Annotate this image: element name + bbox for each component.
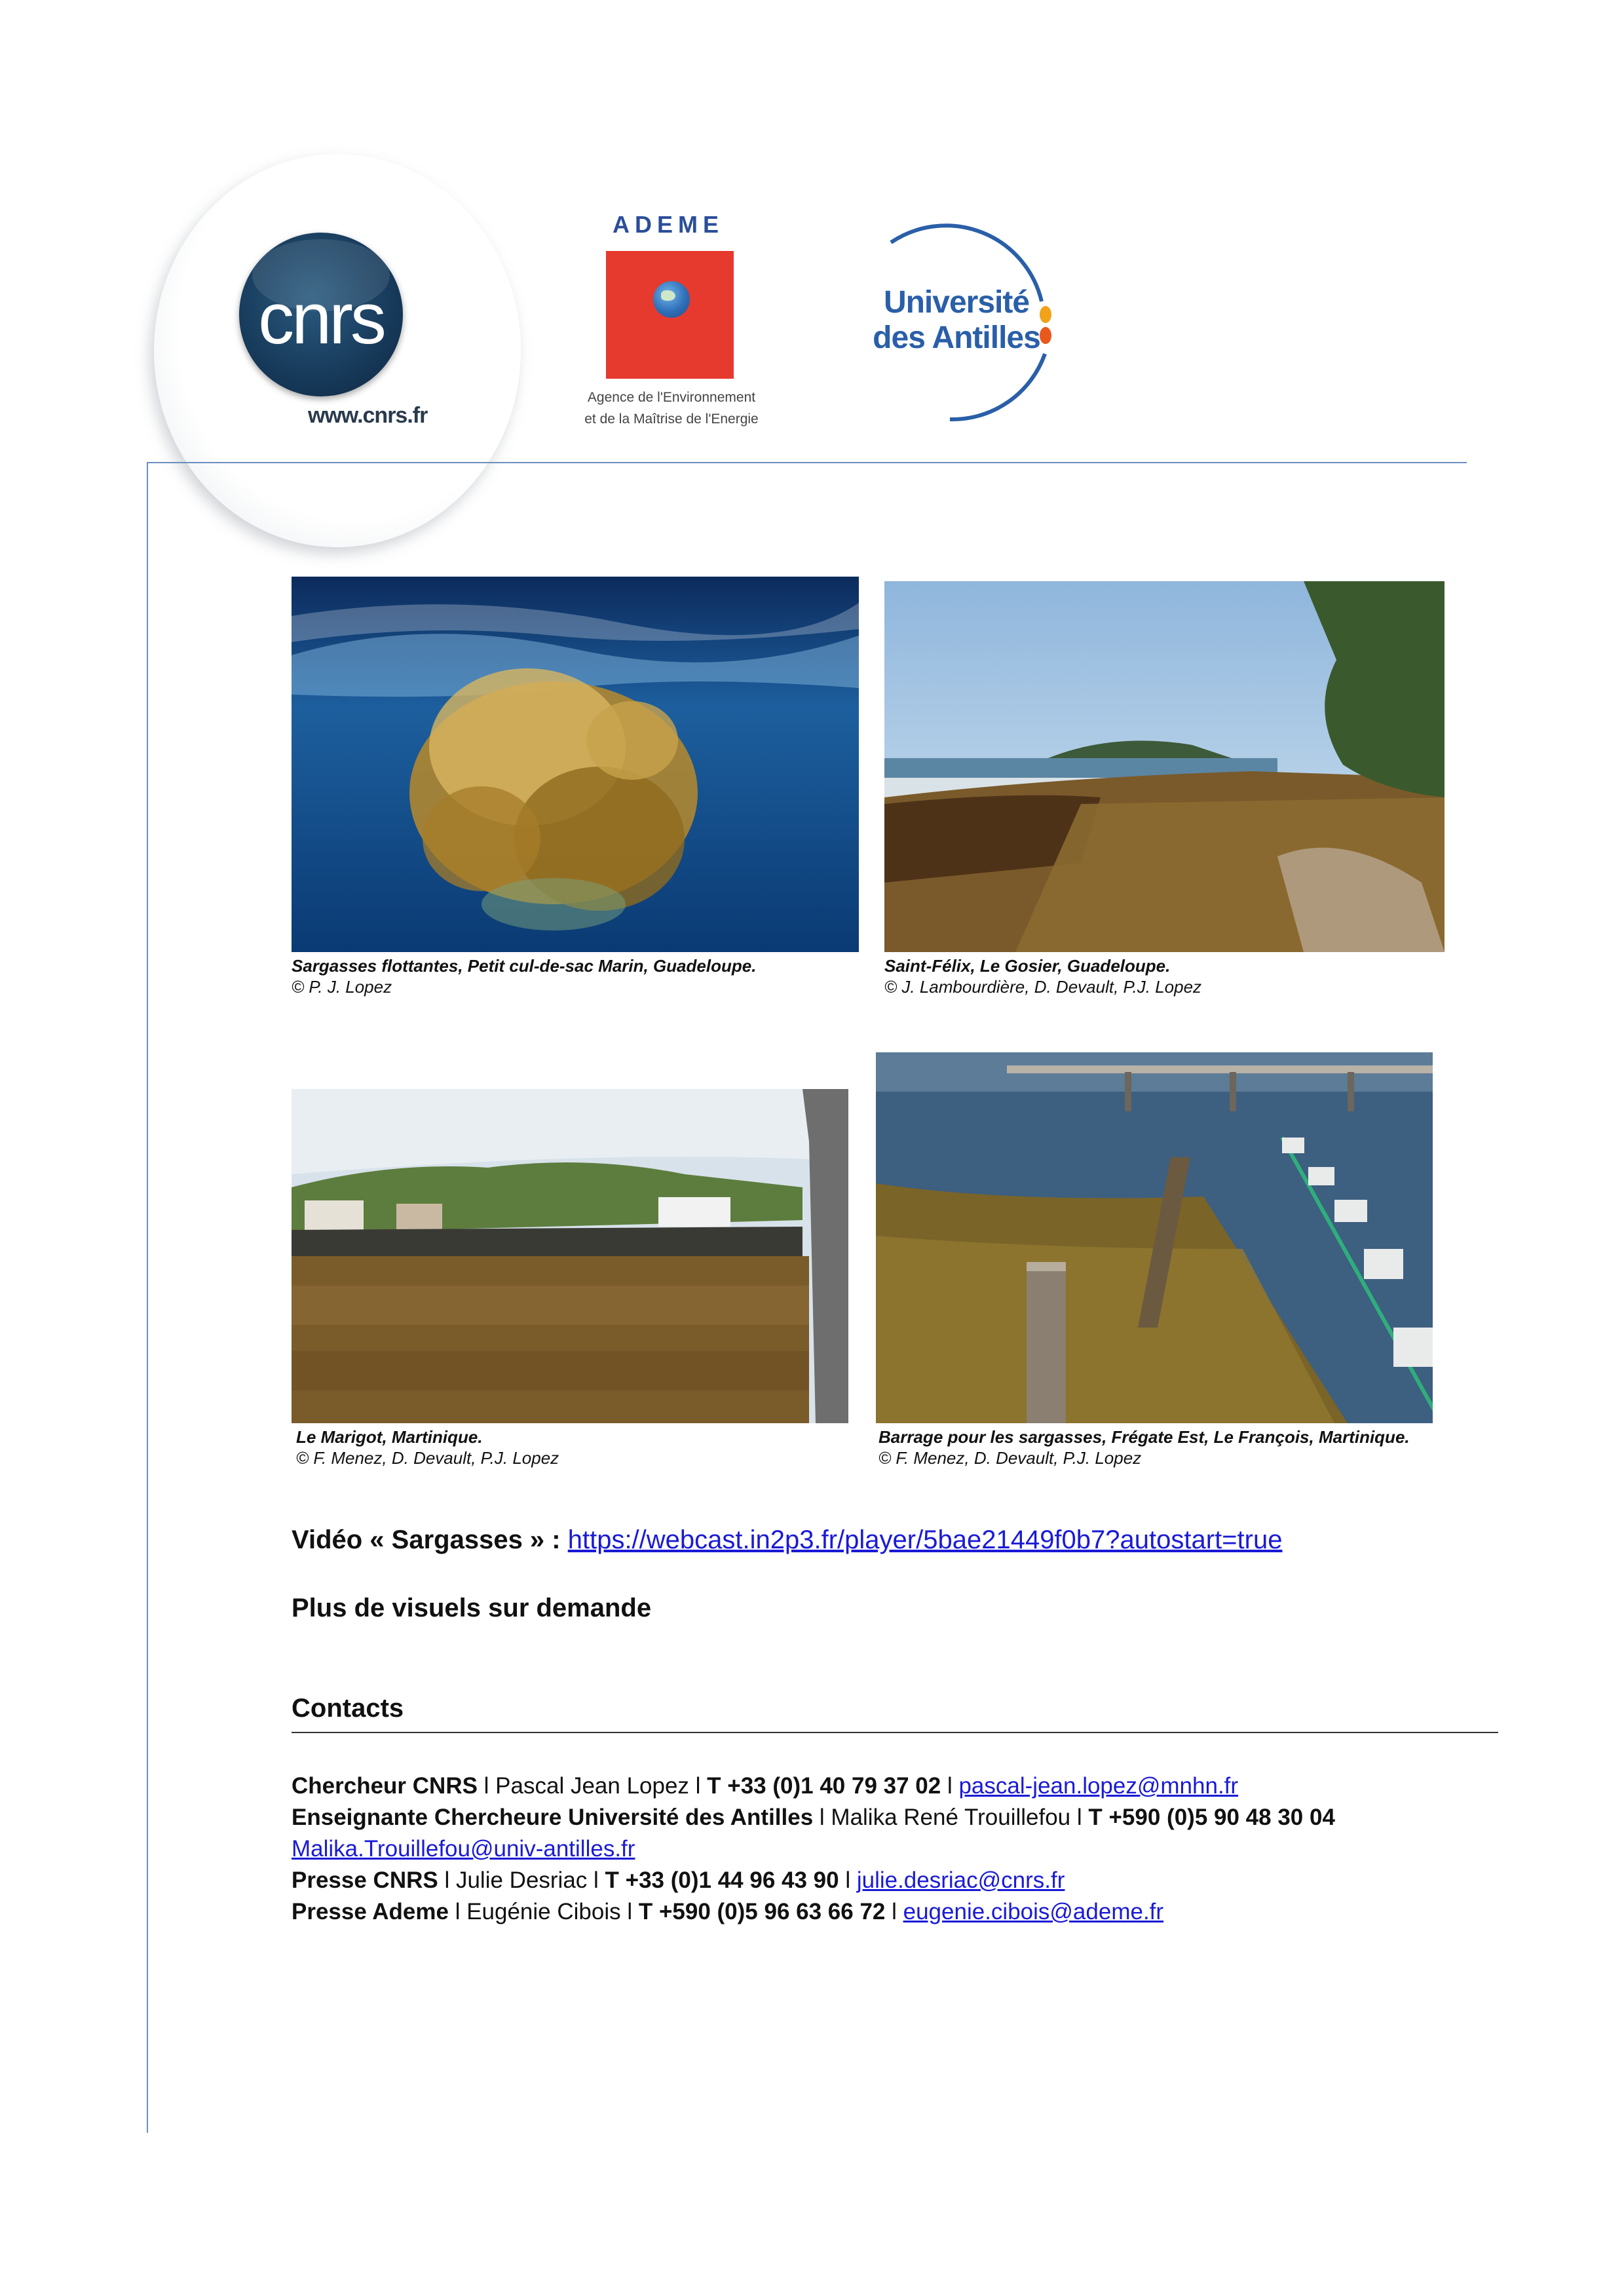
ademe-subtitle-2: et de la Maîtrise de l'Energie (584, 411, 759, 427)
visuels-note: Plus de visuels sur demande (292, 1594, 652, 1622)
contact-email-link[interactable]: eugenie.cibois@ademe.fr (903, 1899, 1164, 1924)
video-line (292, 1525, 1282, 1555)
caption-credit: © P. J. Lopez (292, 977, 392, 997)
contact-name: l Eugénie Cibois l (448, 1899, 639, 1924)
contact-enseignante-email-line (292, 1833, 1490, 1865)
caption-credit: © J. Lambourdière, D. Devault, P.J. Lopez (884, 977, 1202, 997)
contact-email-link[interactable]: Malika.Trouillefou@univ-antilles.fr (292, 1836, 635, 1862)
contact-role: Chercheur CNRS (292, 1773, 478, 1799)
caption-credit: © F. Menez, D. Devault, P.J. Lopez (296, 1448, 559, 1468)
contact-role: Presse CNRS (292, 1867, 438, 1893)
contacts-list (292, 1770, 1490, 1928)
frame-horizontal-line (147, 462, 1467, 463)
caption-photo-1 (292, 955, 868, 997)
contact-phone: T +590 (0)5 90 48 30 04 (1088, 1805, 1335, 1830)
photo-sargasses-flottantes (292, 577, 859, 952)
ua-line1: Université (883, 285, 1030, 320)
contact-separator: l (941, 1773, 959, 1799)
video-label: Vidéo « Sargasses » : (292, 1525, 568, 1554)
cnrs-logo (239, 233, 403, 396)
ademe-subtitle-1: Agence de l'Environnement (587, 390, 756, 405)
contact-name: l Malika René Trouillefou l (813, 1805, 1089, 1830)
contact-name: l Pascal Jean Lopez l (477, 1773, 708, 1799)
globe-icon (653, 281, 690, 318)
caption-photo-3 (296, 1426, 859, 1468)
contact-name: l Julie Desriac l (438, 1867, 605, 1893)
cnrs-logo-word: cnrs (258, 278, 384, 359)
contact-separator: l (839, 1867, 857, 1893)
contacts-divider (292, 1732, 1498, 1733)
contact-phone: T +33 (0)1 40 79 37 02 (707, 1773, 941, 1799)
contact-role: Enseignante Chercheure Université des Antilles (292, 1805, 814, 1830)
ademe-logo-title: ADEME (613, 211, 725, 238)
contact-phone: T +590 (0)5 96 63 66 72 (638, 1899, 886, 1924)
contact-phone: T +33 (0)1 44 96 43 90 (605, 1867, 839, 1893)
caption-title: Barrage pour les sargasses, Frégate Est, Le François, Martinique. (878, 1427, 1410, 1447)
cnrs-url: www.cnrs.fr (308, 403, 428, 428)
caption-title: Saint-Félix, Le Gosier, Guadeloupe. (884, 956, 1171, 976)
photo-le-marigot (292, 1089, 848, 1423)
caption-credit: © F. Menez, D. Devault, P.J. Lopez (878, 1448, 1142, 1468)
ua-line2: des Antilles (873, 320, 1040, 355)
video-link[interactable]: https://webcast.in2p3.fr/player/5bae21449f0b7?autostart=true (567, 1525, 1283, 1554)
photo-saint-felix (884, 581, 1445, 952)
frame-vertical-line (147, 462, 148, 2133)
universite-antilles-logo (845, 285, 1068, 356)
contact-role: Presse Ademe (292, 1899, 449, 1924)
caption-title: Le Marigot, Martinique. (296, 1427, 483, 1447)
contact-email-link[interactable]: julie.desriac@cnrs.fr (856, 1867, 1065, 1893)
contact-enseignante-ua (292, 1802, 1490, 1833)
contact-separator: l (885, 1899, 903, 1924)
ademe-logo (606, 251, 734, 379)
caption-title: Sargasses flottantes, Petit cul-de-sac Marin, Guadeloupe. (292, 956, 757, 976)
caption-photo-4 (878, 1426, 1468, 1468)
contacts-heading: Contacts (292, 1694, 404, 1723)
photo-barrage-fregate (876, 1052, 1433, 1423)
caption-photo-2 (884, 955, 1461, 997)
contact-email-link[interactable]: pascal-jean.lopez@mnhn.fr (958, 1773, 1239, 1799)
contact-presse-ademe (292, 1896, 1490, 1928)
contact-chercheur-cnrs (292, 1770, 1490, 1802)
contact-presse-cnrs (292, 1865, 1490, 1896)
